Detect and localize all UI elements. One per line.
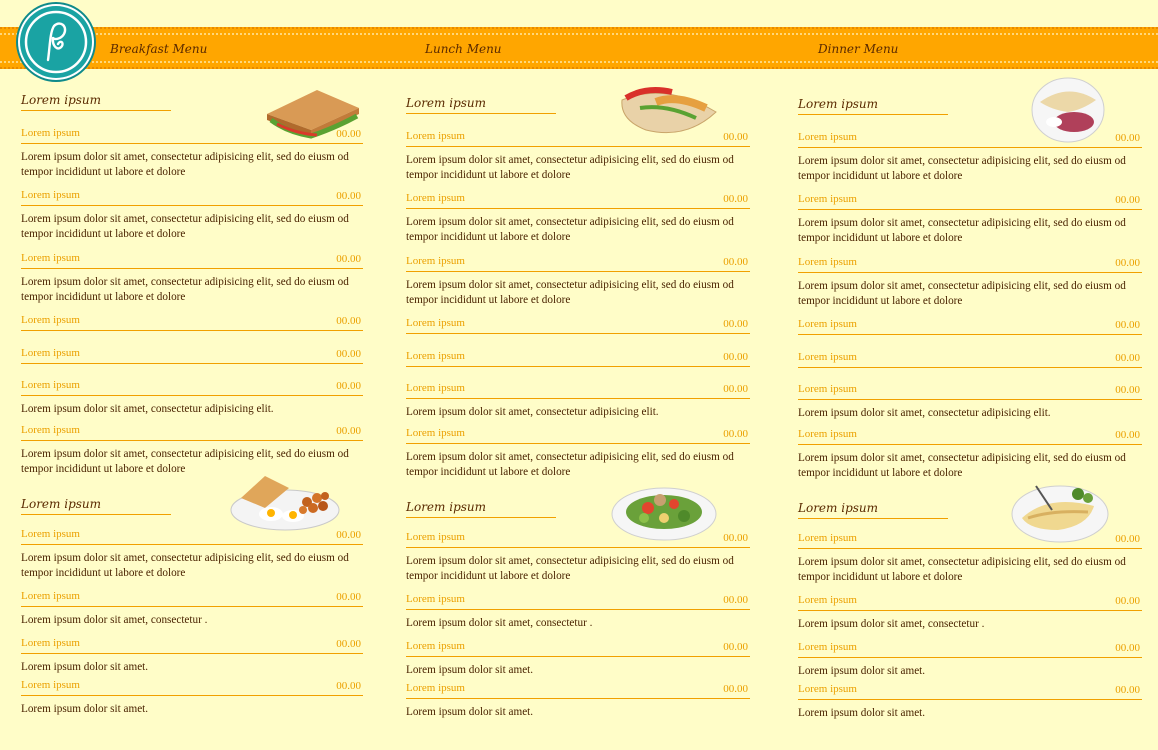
item-price: 00.00 xyxy=(336,638,361,650)
menu-item-row[interactable] xyxy=(798,349,1142,368)
item-name: Lorem ipsum xyxy=(21,314,80,326)
item-description: Lorem ipsum dolor sit amet, consectetur adipisicing elit, sed do eiusm od tempor incididunt ut labore et dolore xyxy=(21,552,349,579)
item-name: Lorem ipsum xyxy=(21,347,80,359)
lunch-menu-title: Lunch Menu xyxy=(425,42,502,56)
item-name: Lorem ipsum xyxy=(21,189,80,201)
item-price: 00.00 xyxy=(336,128,361,140)
item-description: Lorem ipsum dolor sit amet. xyxy=(406,706,534,718)
item-name: Lorem ipsum xyxy=(798,383,857,395)
lunch-category-title: Lorem ipsum xyxy=(406,500,556,518)
menu-item-row[interactable] xyxy=(406,253,750,272)
item-price: 00.00 xyxy=(1115,352,1140,364)
menu-item-row[interactable] xyxy=(798,426,1142,445)
item-price: 00.00 xyxy=(723,131,748,143)
menu-item-row[interactable] xyxy=(406,680,750,699)
menu-item-row[interactable] xyxy=(798,639,1142,658)
item-description: Lorem ipsum dolor sit amet. xyxy=(798,665,926,677)
item-price: 00.00 xyxy=(1115,194,1140,206)
item-name: Lorem ipsum xyxy=(406,382,465,394)
item-name: Lorem ipsum xyxy=(21,252,80,264)
menu-item-row[interactable] xyxy=(798,129,1142,148)
item-description: Lorem ipsum dolor sit amet, consectetur adipisicing elit, sed do eiusm od tempor incididunt ut labore et dolore xyxy=(406,216,734,243)
item-price: 00.00 xyxy=(723,318,748,330)
item-description: Lorem ipsum dolor sit amet, consectetur . xyxy=(406,617,593,629)
menu-item-row[interactable] xyxy=(406,425,750,444)
item-description: Lorem ipsum dolor sit amet. xyxy=(21,703,149,715)
menu-item-row[interactable] xyxy=(21,187,363,206)
menu-item-row[interactable] xyxy=(406,380,750,399)
item-description: Lorem ipsum dolor sit amet, consectetur . xyxy=(798,618,985,630)
dinner-category-title: Lorem ipsum xyxy=(798,97,948,115)
item-price: 00.00 xyxy=(723,383,748,395)
item-description: Lorem ipsum dolor sit amet. xyxy=(798,707,926,719)
menu-item-row[interactable] xyxy=(406,348,750,367)
item-name: Lorem ipsum xyxy=(406,531,465,543)
item-name: Lorem ipsum xyxy=(406,427,465,439)
menu-item-row[interactable] xyxy=(21,345,363,364)
item-name: Lorem ipsum xyxy=(406,593,465,605)
item-description: Lorem ipsum dolor sit amet, consectetur adipisicing elit, sed do eiusm od tempor incididunt ut labore et dolore xyxy=(406,279,734,306)
menu-item-row[interactable] xyxy=(406,128,750,147)
item-description: Lorem ipsum dolor sit amet. xyxy=(406,664,534,676)
item-description: Lorem ipsum dolor sit amet, consectetur adipisicing elit, sed do eiusm od tempor incididunt ut labore et dolore xyxy=(21,213,349,240)
item-price: 00.00 xyxy=(723,428,748,440)
item-description: Lorem ipsum dolor sit amet, consectetur adipisicing elit, sed do eiusm od tempor incididunt ut labore et dolore xyxy=(21,276,349,303)
menu-item-row[interactable] xyxy=(798,592,1142,611)
item-price: 00.00 xyxy=(1115,429,1140,441)
menu-item-row[interactable] xyxy=(798,381,1142,400)
breakfast-category-title: Lorem ipsum xyxy=(21,497,171,515)
item-price: 00.00 xyxy=(723,193,748,205)
item-price: 00.00 xyxy=(1115,384,1140,396)
item-price: 00.00 xyxy=(1115,642,1140,654)
item-price: 00.00 xyxy=(723,594,748,606)
item-name: Lorem ipsum xyxy=(798,318,857,330)
item-description: Lorem ipsum dolor sit amet, consectetur adipisicing elit, sed do eiusm od tempor incididunt ut labore et dolore xyxy=(798,217,1126,244)
item-description: Lorem ipsum dolor sit amet, consectetur adipisicing elit. xyxy=(798,407,1051,419)
item-description: Lorem ipsum dolor sit amet, consectetur adipisicing elit, sed do eiusm od tempor incididunt ut labore et dolore xyxy=(21,448,349,475)
item-price: 00.00 xyxy=(336,253,361,265)
item-name: Lorem ipsum xyxy=(798,193,857,205)
item-description: Lorem ipsum dolor sit amet, consectetur adipisicing elit, sed do eiusm od tempor incididunt ut labore et dolore xyxy=(406,451,734,478)
item-description: Lorem ipsum dolor sit amet, consectetur adipisicing elit. xyxy=(21,403,274,415)
item-price: 00.00 xyxy=(723,683,748,695)
menu-item-row[interactable] xyxy=(21,250,363,269)
item-description: Lorem ipsum dolor sit amet, consectetur adipisicing elit, sed do eiusm od tempor incididunt ut labore et dolore xyxy=(798,452,1126,479)
menu-item-row[interactable] xyxy=(406,529,750,548)
item-name: Lorem ipsum xyxy=(406,130,465,142)
item-name: Lorem ipsum xyxy=(406,317,465,329)
item-price: 00.00 xyxy=(1115,132,1140,144)
item-name: Lorem ipsum xyxy=(406,682,465,694)
item-name: Lorem ipsum xyxy=(798,532,857,544)
menu-item-row[interactable] xyxy=(406,315,750,334)
item-name: Lorem ipsum xyxy=(21,379,80,391)
item-name: Lorem ipsum xyxy=(798,351,857,363)
item-description: Lorem ipsum dolor sit amet, consectetur adipisicing elit, sed do eiusm od tempor incididunt ut labore et dolore xyxy=(798,155,1126,182)
menu-item-row[interactable] xyxy=(21,422,363,441)
item-price: 00.00 xyxy=(336,680,361,692)
item-description: Lorem ipsum dolor sit amet, consectetur adipisicing elit. xyxy=(406,406,659,418)
menu-item-row[interactable] xyxy=(798,681,1142,700)
item-price: 00.00 xyxy=(1115,533,1140,545)
item-name: Lorem ipsum xyxy=(21,637,80,649)
item-name: Lorem ipsum xyxy=(406,640,465,652)
item-price: 00.00 xyxy=(336,190,361,202)
item-description: Lorem ipsum dolor sit amet, consectetur adipisicing elit, sed do eiusm od tempor incididunt ut labore et dolore xyxy=(406,154,734,181)
menu-item-row[interactable] xyxy=(406,638,750,657)
menu-item-row[interactable] xyxy=(21,635,363,654)
item-name: Lorem ipsum xyxy=(21,424,80,436)
menu-item-row[interactable] xyxy=(798,530,1142,549)
item-description: Lorem ipsum dolor sit amet. xyxy=(21,661,149,673)
item-name: Lorem ipsum xyxy=(798,256,857,268)
item-price: 00.00 xyxy=(1115,319,1140,331)
item-name: Lorem ipsum xyxy=(406,350,465,362)
item-name: Lorem ipsum xyxy=(798,428,857,440)
menu-item-row[interactable] xyxy=(798,316,1142,335)
item-name: Lorem ipsum xyxy=(406,255,465,267)
dinner-menu-title: Dinner Menu xyxy=(818,42,899,56)
item-price: 00.00 xyxy=(723,256,748,268)
item-name: Lorem ipsum xyxy=(798,641,857,653)
item-name: Lorem ipsum xyxy=(406,192,465,204)
menu-item-row[interactable] xyxy=(21,377,363,396)
menu-item-row[interactable] xyxy=(21,677,363,696)
menu-item-row[interactable] xyxy=(798,191,1142,210)
item-price: 00.00 xyxy=(336,315,361,327)
breakfast-plate-image xyxy=(227,468,347,534)
menu-item-row[interactable] xyxy=(21,588,363,607)
item-description: Lorem ipsum dolor sit amet, consectetur adipisicing elit, sed do eiusm od tempor incididunt ut labore et dolore xyxy=(406,555,734,582)
breakfast-menu-title: Breakfast Menu xyxy=(110,42,208,56)
menu-item-row[interactable] xyxy=(21,125,363,144)
menu-item-row[interactable] xyxy=(21,312,363,331)
item-name: Lorem ipsum xyxy=(21,590,80,602)
item-price: 00.00 xyxy=(336,591,361,603)
item-name: Lorem ipsum xyxy=(798,131,857,143)
item-price: 00.00 xyxy=(1115,257,1140,269)
item-price: 00.00 xyxy=(336,425,361,437)
item-description: Lorem ipsum dolor sit amet, consectetur adipisicing elit, sed do eiusm od tempor incididunt ut labore et dolore xyxy=(798,280,1126,307)
menu-item-row[interactable] xyxy=(798,254,1142,273)
item-price: 00.00 xyxy=(1115,684,1140,696)
item-description: Lorem ipsum dolor sit amet, consectetur adipisicing elit, sed do eiusm od tempor incididunt ut labore et dolore xyxy=(21,151,349,178)
item-description: Lorem ipsum dolor sit amet, consectetur . xyxy=(21,614,208,626)
lunch-category-title: Lorem ipsum xyxy=(406,96,556,114)
item-name: Lorem ipsum xyxy=(21,679,80,691)
item-name: Lorem ipsum xyxy=(798,683,857,695)
dinner-category-title: Lorem ipsum xyxy=(798,501,948,519)
breakfast-category-title: Lorem ipsum xyxy=(21,93,171,111)
item-price: 00.00 xyxy=(336,529,361,541)
item-price: 00.00 xyxy=(723,351,748,363)
item-price: 00.00 xyxy=(1115,595,1140,607)
restaurant-logo xyxy=(20,6,92,78)
menu-item-row[interactable] xyxy=(406,190,750,209)
item-name: Lorem ipsum xyxy=(798,594,857,606)
item-price: 00.00 xyxy=(723,532,748,544)
item-price: 00.00 xyxy=(336,380,361,392)
menu-item-row[interactable] xyxy=(406,591,750,610)
item-name: Lorem ipsum xyxy=(21,528,80,540)
item-price: 00.00 xyxy=(723,641,748,653)
menu-item-row[interactable] xyxy=(21,526,363,545)
item-price: 00.00 xyxy=(336,348,361,360)
item-name: Lorem ipsum xyxy=(21,127,80,139)
item-description: Lorem ipsum dolor sit amet, consectetur adipisicing elit, sed do eiusm od tempor incididunt ut labore et dolore xyxy=(798,556,1126,583)
